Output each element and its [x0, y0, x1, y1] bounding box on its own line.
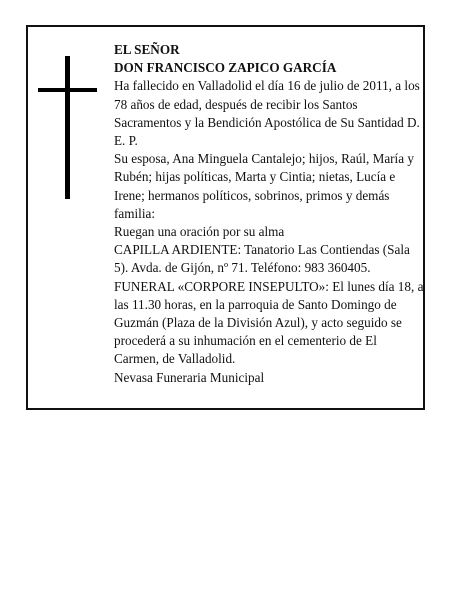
cross-icon [38, 56, 97, 199]
chapel-info: CAPILLA ARDIENTE: Tanatorio Las Contiendas (Sala 5). Avda. de Gijón, nº 71. Teléfono: 983 360405. [114, 242, 410, 276]
cross-vertical-bar [65, 56, 70, 199]
death-announcement: Ha fallecido en Valladolid el día 16 de julio de 2011, a los 78 años de edad, después de recibir los Santos Sacramentos y la Bendición Apostólica de Su Santidad D. E. P. [114, 78, 420, 149]
prayer-request: Ruegan una oración por su alma [114, 224, 285, 240]
family-paragraph: Su esposa, Ana Minguela Cantalejo; hijos, Raúl, María y Rubén; hijas políticas, Marta y Cintia; nietas, Lucía e Irene; hermanos políticos, sobrinos, primos y demás familia: [114, 151, 414, 221]
title-line-1: EL SEÑOR [114, 42, 180, 57]
deceased-name: DON FRANCISCO ZAPICO GARCÍA [114, 60, 337, 76]
cross-horizontal-bar [38, 88, 97, 92]
funeral-info: FUNERAL «CORPORE INSEPULTO»: El lunes día 18, a las 11.30 horas, en la parroquia de Santo Domingo de Guzmán (Plaza de la División Azul), y acto seguido se procederá a su inhumación en el cementerio de El Carmen, de Valladolid. [114, 278, 424, 367]
obituary-text [114, 41, 424, 387]
funeral-home: Nevasa Funeraria Municipal [114, 369, 265, 385]
obituary-notice [26, 25, 425, 410]
